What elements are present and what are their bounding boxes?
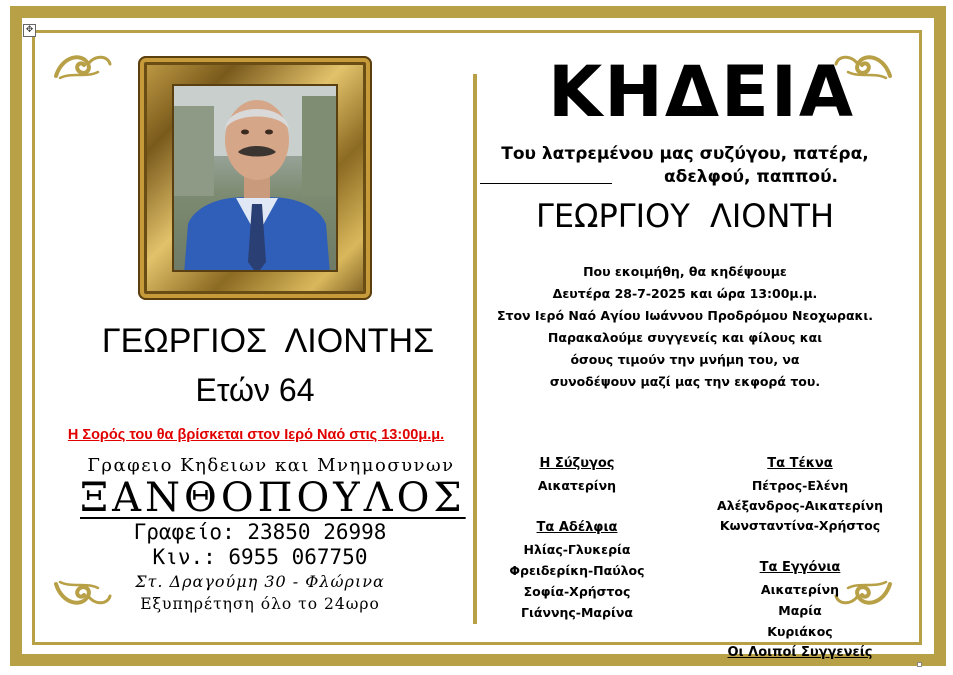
vertical-divider xyxy=(473,74,477,624)
funeral-office-title: Γραφειο Κηδειων και Μνημοσυνων xyxy=(87,455,455,476)
office-address: Στ. Δραγούμη 30 - Φλώρινα xyxy=(135,572,385,591)
flourish-ornament-icon xyxy=(52,50,114,82)
intro-line-2: αδελφού, παππού. xyxy=(663,167,839,187)
office-phone: Γραφείο: 23850 26998 xyxy=(133,520,387,544)
sibling-name: Ηλίας-Γλυκερία xyxy=(523,542,631,557)
announcement-line: Παρακαλούμε συγγενείς και φίλους και xyxy=(547,330,823,345)
announcement-line: συνοδέψουν μαζί μας την εκφορά του. xyxy=(549,374,821,389)
child-name: Κωνσταντίνα-Χρήστος xyxy=(719,518,881,533)
portrait-photo xyxy=(172,84,338,272)
spouse-heading: Η Σύζυγος xyxy=(539,456,615,471)
service-hours: Εξυπηρέτηση όλο το 24ωρο xyxy=(140,595,380,613)
coffin-notice: Η Σορός του θα βρίσκεται στον Ιερό Ναό στις 13:00μ.μ. xyxy=(67,427,445,443)
deceased-age: Ετών 64 xyxy=(195,372,315,408)
move-handle-icon[interactable]: ✥ xyxy=(23,24,36,37)
announcement-line: όσους τιμούν την μνήμη του, να xyxy=(570,352,800,367)
child-name: Πέτρος-Ελένη xyxy=(751,478,849,493)
announcement-line: Δευτέρα 28-7-2025 και ώρα 13:00μ.μ. xyxy=(552,286,818,301)
other-relatives: Οι Λοιποί Συγγενείς xyxy=(727,645,873,660)
announcement-line: Στον Ιερό Ναό Αγίου Ιωάννου Προδρόμου Νεοχωρακι. xyxy=(496,308,874,323)
children-heading: Τα Τέκνα xyxy=(767,456,833,471)
mobile-phone: Κιν.: 6955 067750 xyxy=(152,545,368,569)
deceased-name-genitive: ΓΕΩΡΓΙΟΥ ΛΙΟΝΤΗ xyxy=(535,197,835,235)
grandchild-name: Κυριάκος xyxy=(767,624,833,639)
grandchild-name: Αικατερίνη xyxy=(760,582,840,597)
ornate-gold-frame xyxy=(138,56,372,300)
siblings-heading: Τα Αδέλφια xyxy=(536,520,618,535)
spouse-name: Αικατερίνη xyxy=(537,478,617,493)
grandchild-name: Μαρία xyxy=(778,603,822,618)
funeral-office-name: ΞΑΝΘΟΠΟΥΛΟΣ xyxy=(80,475,466,521)
sibling-name: Φρειδερίκη-Παύλος xyxy=(509,563,645,578)
deceased-name: ΓΕΩΡΓΙΟΣ ΛΙΟΝΤΗΣ xyxy=(101,322,435,360)
grandchildren-heading: Τα Εγγόνια xyxy=(759,560,841,575)
sibling-name: Γιάννης-Μαρίνα xyxy=(521,605,633,620)
announcement-line: Που εκοιμήθη, θα κηδέψουμε xyxy=(583,264,787,279)
sibling-name: Σοφία-Χρήστος xyxy=(523,584,631,599)
child-name: Αλέξανδρος-Αικατερίνη xyxy=(717,498,883,513)
intro-line-1: Του λατρεμένου μας συζύγου, πατέρα, xyxy=(501,144,869,164)
resize-handle-icon[interactable] xyxy=(917,662,922,667)
funeral-heading: ΚΗΔΕΙΑ xyxy=(548,51,856,133)
